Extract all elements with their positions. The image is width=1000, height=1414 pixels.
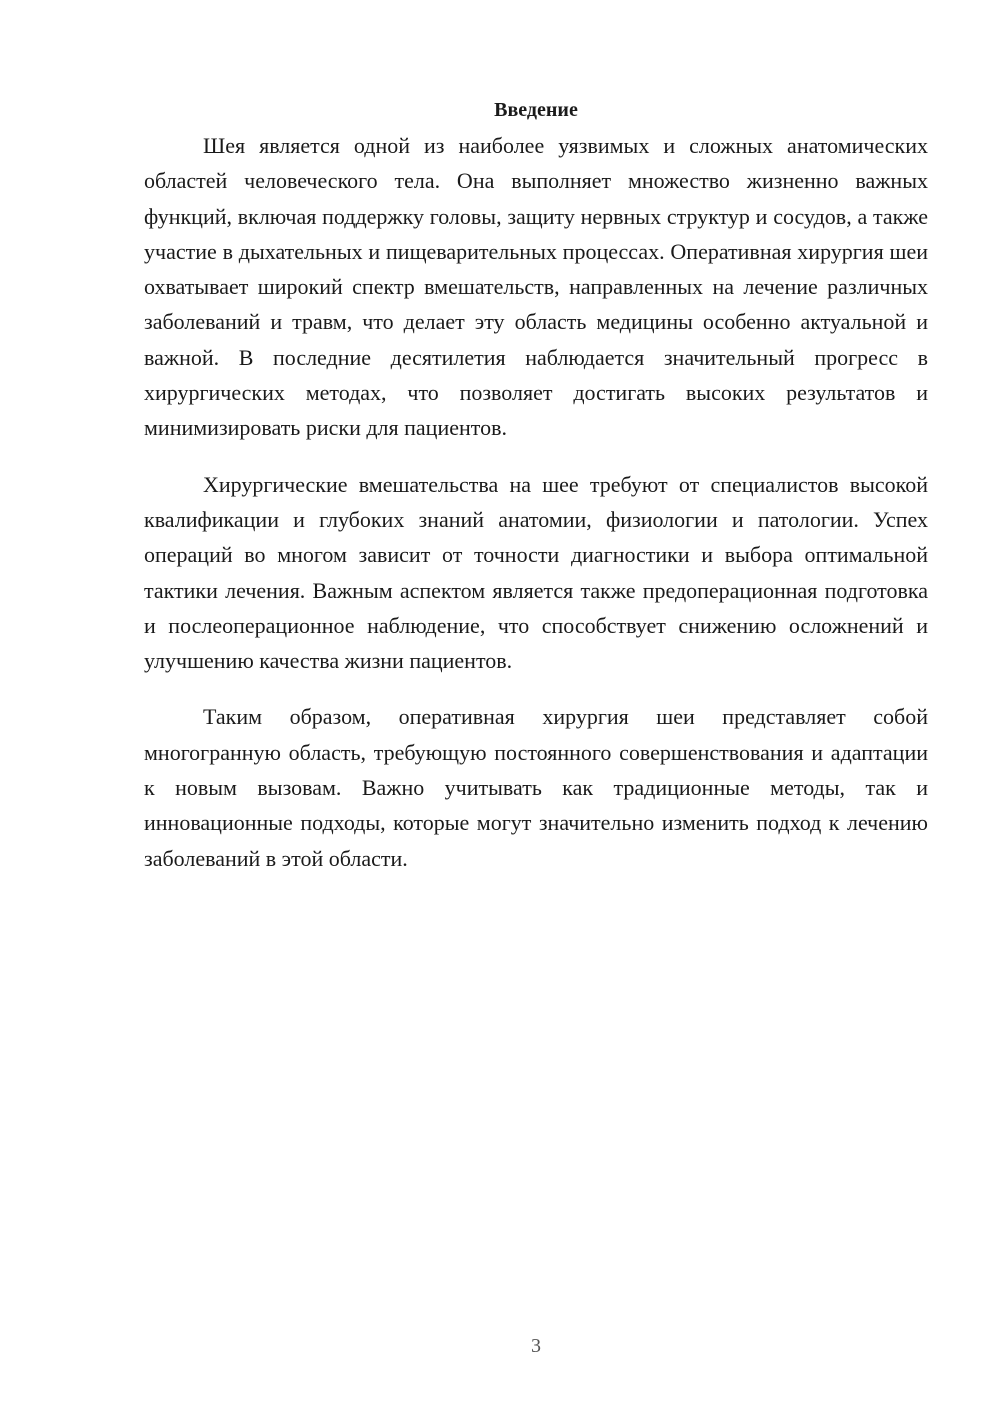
page-content: [144, 93, 928, 897]
section-title: Введение: [494, 99, 578, 121]
paragraph-2: Хирургические вмешательства на шее требуют от специалистов высокой квалификации и глубоких знаний анатомии, физиологии и патологии. Успех операций во многом зависит от точности диагностики и выбора оптимальной тактики лечения. Важным аспектом является также предоперационная подготовка и послеоперационное наблюдение, что способствует снижению осложнений и улучшению качества жизни пациентов.: [144, 471, 928, 674]
paragraph-1: Шея является одной из наиболее уязвимых и сложных анатомических областей человеческого тела. Она выполняет множество жизненно важных функций, включая поддержку головы, защиту нервных структур и сосудов, а также участие в дыхательных и пищеварительных процессах. Оперативная хирургия шеи охватывает широкий спектр вмешательств, направленных на лечение различных заболеваний и травм, что делает эту область медицины особенно актуальной и важной. В последние десятилетия наблюдается значительный прогресс в хирургических методах, что позволяет достигать высоких результатов и минимизировать риски для пациентов.: [144, 133, 928, 441]
paragraph-3: Таким образом, оперативная хирургия шеи представляет собой многогранную область, требующую постоянного совершенствования и адаптации к новым вызовам. Важно учитывать как традиционные методы, так и инновационные подходы, которые могут значительно изменить подход к лечению заболеваний в этой области.: [144, 704, 928, 871]
page-number: 3: [531, 1335, 541, 1357]
